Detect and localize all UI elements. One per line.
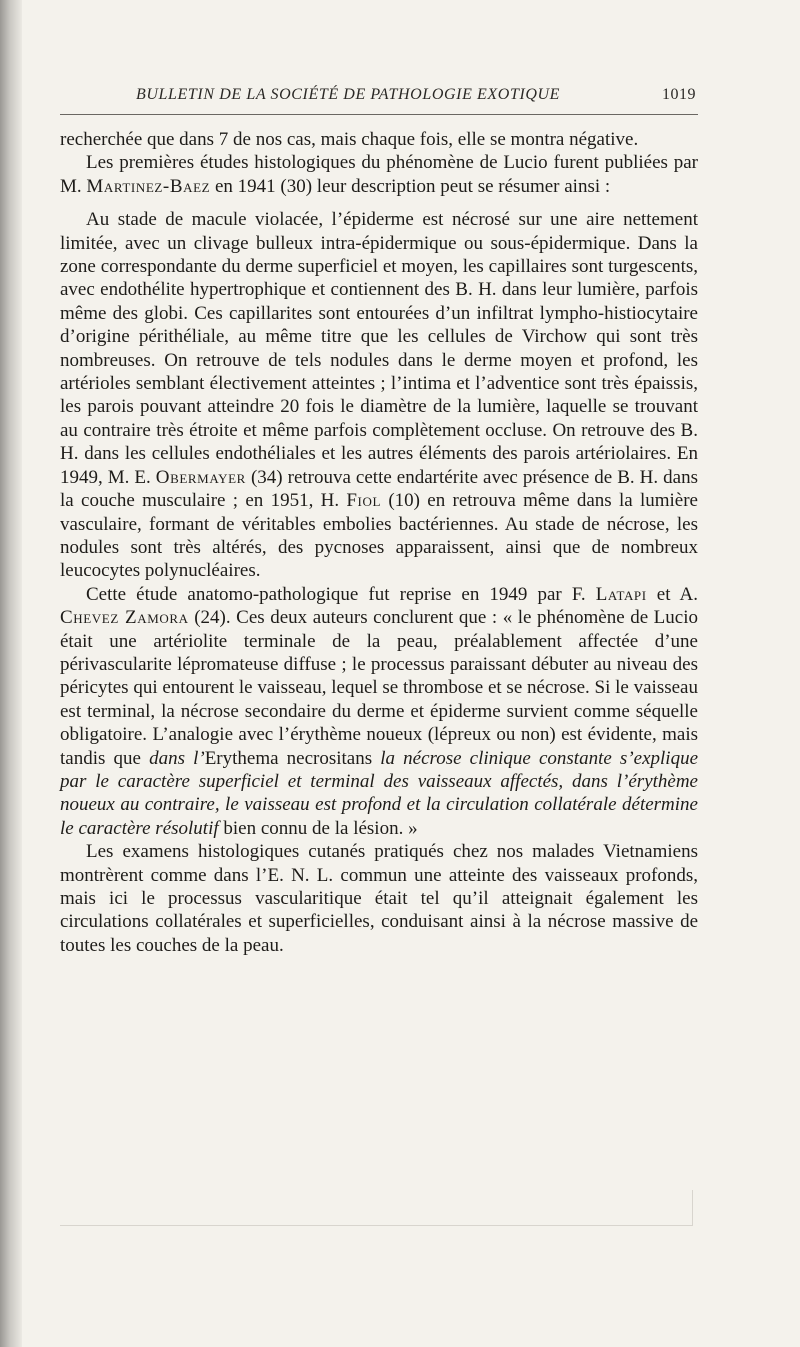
paragraph-4-text-c: (24). Ces deux auteurs conclurent que : « le phénomène de Lucio était une artériolite terminale de la peau, préalablement affectée d’une périvascularite lépromateuse diffuse ; le processus paraissant débuter au niveau des péricytes qui entourent le vaisseau, lequel se thrombose et se nécrose. Si le vaisseau est terminal, la nécrose secondaire du derme et épiderme survient comme séquelle obligatoire. L’analogie avec l’érythème noueux (lépreux ou non) est évidente, mais tandis que [60, 607, 699, 769]
paragraph-3 [60, 208, 698, 583]
author-name: Obermayer [155, 466, 246, 488]
paragraph-gap [60, 198, 698, 208]
paragraph-2-text-b: en 1941 (30) leur description peut se résumer ainsi : [210, 175, 611, 197]
paragraph-4-text-d: Erythema necrositans [204, 747, 381, 769]
header-rule [60, 114, 698, 115]
bleed-through-rule [60, 1225, 692, 1226]
paragraph-1 [60, 128, 698, 151]
paragraph-4-text-e: bien connu de la lésion. » [218, 817, 418, 839]
bleed-through-edge [692, 1190, 693, 1226]
paragraph-2 [60, 151, 698, 198]
page-number: 1019 [662, 86, 696, 103]
paragraph-4-text-b: et A. [646, 583, 698, 605]
paragraph-5-text: Les examens histologiques cutanés pratiqués chez nos malades Vietnamiens montrèrent comme dans l’E. N. L. commun une atteinte des vaisseaux profonds, mais ici le processus vascularitique était tel qu’il atteignait également les circulations collatérales et superficielles, conduisant ainsi à la nécrose massive de toutes les couches de la peau. [60, 841, 698, 956]
paragraph-4-text-a: Cette étude anatomo-pathologique fut reprise en 1949 par F. [86, 583, 596, 605]
italic-quote: la nécrose clinique constante s’explique par le caractère superficiel et terminal des vaisseaux affectés, dans l’érythème noueux au contraire, le vaisseau est profond et la circulation collatérale détermine le caractère résolutif [60, 747, 698, 839]
body-text [60, 128, 698, 957]
paragraph-2-text-a: Les premières études histologiques du phénomène de Lucio furent publiées par M. [60, 152, 698, 197]
paragraph-5 [60, 840, 698, 957]
paragraph-3-text-b: (34) retrouva cette endartérite avec présence de B. H. dans la couche musculaire ; en 1951, H. [60, 466, 698, 512]
author-name: Fiol [346, 490, 382, 512]
italic-text: dans l’ [149, 747, 205, 769]
author-name: Martinez-Baez [86, 175, 211, 197]
journal-title: BULLETIN DE LA SOCIÉTÉ DE PATHOLOGIE EXOTIQUE [136, 86, 561, 103]
paragraph-4 [60, 583, 698, 840]
paragraph-3-text-c: (10) en retrouva même dans la lumière vasculaire, formant de véritables embolies bactériennes. Au stade de nécrose, les nodules sont très altérés, des pycnoses apparaissent, ainsi que de nombreux leucocytes polynucléaires. [60, 490, 698, 582]
author-name: Latapi [595, 583, 647, 605]
author-name: Chevez Zamora [60, 607, 189, 629]
paragraph-1-text: recherchée que dans 7 de nos cas, mais chaque fois, elle se montra négative. [60, 129, 639, 150]
running-header [60, 86, 698, 108]
paragraph-3-text-a: Au stade de macule violacée, l’épiderme est nécrosé sur une aire nettement limitée, avec un clivage bulleux intra-épidermique ou sous-épidermique. Dans la zone correspondante du derme superficiel et moyen, les capillaires sont turgescents, avec endothélite hypertrophique et contiennent des B. H. dans leur lumière, parfois même des globi. Ces capillarites sont entourées d’un infiltrat lympho-histiocytaire d’origine périthéliale, au même titre que les cellules de Virchow qui sont très nombreuses. On retrouve de tels nodules dans le derme moyen et profond, les artérioles semblant électivement atteintes ; l’intima et l’adventice sont très épaissis, les parois pouvant atteindre 20 fois le diamètre de la lumière, laquelle se trouvant au contraire très étroite et même parfois complètement occluse. On retrouve des B. H. dans les cellules endothéliales et les autres éléments des parois artériolaires. En 1949, M. E. [60, 209, 698, 488]
